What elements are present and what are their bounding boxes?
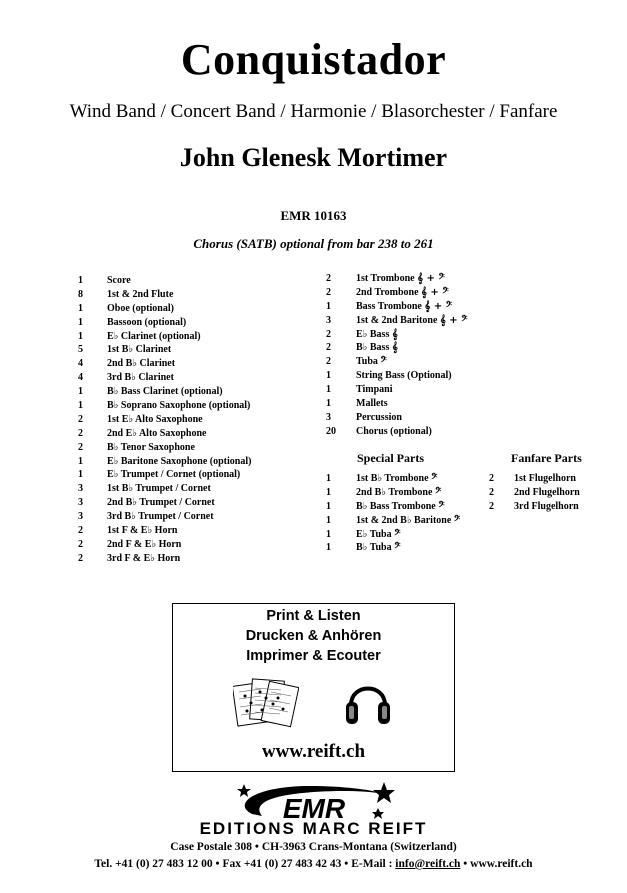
clef-icon: 𝄢 xyxy=(434,486,442,498)
part-label: 2nd Flugelhorn xyxy=(514,486,580,498)
special-parts-list xyxy=(326,472,460,555)
part-count: 2 xyxy=(326,286,331,298)
part-count: 1 xyxy=(326,398,331,410)
part-count: 3 xyxy=(326,314,331,326)
part-label: String Bass (Optional) xyxy=(356,370,452,382)
drucken-anhoeren-label: Drucken & Anhören xyxy=(245,628,382,644)
fanfare-parts-heading: Fanfare Parts xyxy=(511,451,582,465)
part-count: 2 xyxy=(78,538,83,550)
part-row xyxy=(78,524,251,538)
part-label: 1st B♭ Clarinet xyxy=(107,344,172,356)
part-label: 1st F & E♭ Horn xyxy=(107,525,178,537)
part-row xyxy=(78,427,251,441)
clef-icon: 𝄞 + 𝄢 xyxy=(421,286,449,298)
part-row xyxy=(78,330,251,344)
part-row xyxy=(78,274,251,288)
part-row xyxy=(326,369,468,383)
publisher-address: Case Postale 308 • CH-3963 Crans-Montana (Switzerland) xyxy=(170,841,457,853)
part-label: E♭ Tuba xyxy=(356,528,392,540)
part-label: 2nd B♭ Clarinet xyxy=(107,358,176,370)
contact-website: • www.reift.ch xyxy=(460,858,533,870)
part-count: 2 xyxy=(78,525,83,537)
part-count: 1 xyxy=(326,486,331,498)
part-count: 4 xyxy=(78,358,83,370)
part-label: 1st & 2nd Baritone xyxy=(356,314,438,326)
part-count: 1 xyxy=(78,275,83,286)
clef-icon: 𝄢 xyxy=(438,500,445,512)
sheet-music-icon xyxy=(233,676,299,728)
composer: John Glenesk Mortimer xyxy=(179,143,448,172)
part-count: 2 xyxy=(326,328,331,340)
part-count: 2 xyxy=(78,427,83,439)
part-label: Tuba xyxy=(356,356,378,368)
part-row xyxy=(326,383,468,397)
part-count: 1 xyxy=(78,386,83,398)
part-row xyxy=(326,314,468,328)
part-row xyxy=(326,355,468,369)
part-row xyxy=(78,455,251,469)
logo-text: EMR xyxy=(282,793,346,824)
part-label: Bass Trombone xyxy=(356,300,422,312)
page-title: Conquistador xyxy=(180,35,447,84)
clef-icon: 𝄞 + 𝄢 xyxy=(417,273,445,284)
part-count: 8 xyxy=(78,288,83,300)
part-label: E♭ Bass xyxy=(356,328,390,340)
part-label: 1st & 2nd Flute xyxy=(107,288,174,300)
clef-icon: 𝄞 + 𝄢 xyxy=(424,300,453,312)
part-row xyxy=(326,541,460,555)
part-count: 3 xyxy=(78,511,83,523)
website-url[interactable]: www.reift.ch xyxy=(261,741,366,762)
part-row xyxy=(326,500,460,514)
part-count: 20 xyxy=(326,425,336,437)
part-label: 1st Trombone xyxy=(356,273,415,284)
part-label: 2nd B♭ Trumpet / Cornet xyxy=(107,497,215,509)
part-row xyxy=(78,538,251,552)
part-row xyxy=(78,371,251,385)
part-row xyxy=(326,472,460,486)
part-count: 1 xyxy=(78,400,83,412)
part-label: 1st B♭ Trumpet / Cornet xyxy=(107,483,211,495)
part-count: 1 xyxy=(326,514,331,526)
part-label: 1st E♭ Alto Saxophone xyxy=(107,413,203,425)
clef-icon: 𝄞 xyxy=(391,342,398,354)
part-row xyxy=(326,300,468,314)
part-row xyxy=(326,397,468,411)
part-count: 1 xyxy=(326,500,331,512)
part-row xyxy=(78,482,251,496)
clef-icon: 𝄞 + 𝄢 xyxy=(439,314,468,326)
contact-phone-fax: Tel. +41 (0) 27 483 12 00 • Fax +41 (0) 27 483 42 43 • E-Mail : xyxy=(94,858,396,870)
part-label: Bassoon (optional) xyxy=(107,316,187,328)
part-row xyxy=(326,425,468,439)
part-count: 5 xyxy=(78,344,83,356)
part-count: 1 xyxy=(326,542,331,554)
special-parts-heading: Special Parts xyxy=(357,451,424,465)
fanfare-parts-list xyxy=(489,472,580,514)
parts-list-left xyxy=(78,274,251,566)
part-label: 2nd F & E♭ Horn xyxy=(107,538,182,550)
part-count: 1 xyxy=(78,455,83,467)
part-count: 1 xyxy=(78,316,83,328)
subtitle: Wind Band / Concert Band / Harmonie / Blasorchester / Fanfare xyxy=(69,101,558,122)
part-label: E♭ Trumpet / Cornet (optional) xyxy=(107,469,241,481)
part-count: 1 xyxy=(326,528,331,540)
part-row xyxy=(78,413,251,427)
part-label: 3rd B♭ Clarinet xyxy=(107,372,174,384)
part-count: 1 xyxy=(78,469,83,481)
part-label: 2nd E♭ Alto Saxophone xyxy=(107,427,207,439)
part-label: 1st & 2nd B♭ Baritone xyxy=(356,514,452,526)
part-label: Oboe (optional) xyxy=(107,302,174,314)
clef-icon: 𝄢 xyxy=(453,514,461,526)
publisher-contact xyxy=(0,858,627,870)
clef-icon: 𝄢 xyxy=(394,542,401,554)
part-count: 1 xyxy=(326,300,331,312)
part-label: Percussion xyxy=(356,411,402,423)
part-label: 1st Flugelhorn xyxy=(514,473,576,484)
part-label: B♭ Bass Trombone xyxy=(356,500,436,512)
part-row xyxy=(78,343,251,357)
part-count: 4 xyxy=(78,372,83,384)
part-count: 2 xyxy=(78,413,83,425)
headphones-icon xyxy=(345,675,391,729)
catalog-number: EMR 10163 xyxy=(280,208,347,223)
part-count: 1 xyxy=(326,384,331,396)
publisher-name: EDITIONS MARC REIFT xyxy=(199,819,428,838)
part-count: 2 xyxy=(326,356,331,368)
chorus-note: Chorus (SATB) optional from bar 238 to 261 xyxy=(193,236,434,251)
part-label: 1st B♭ Trombone xyxy=(356,473,429,484)
imprimer-ecouter-label: Imprimer & Ecouter xyxy=(246,648,381,664)
part-label: Timpani xyxy=(356,384,393,396)
part-label: 2nd Trombone xyxy=(356,286,419,298)
part-row xyxy=(78,357,251,371)
parts-list-right xyxy=(326,272,468,439)
part-label: Chorus (optional) xyxy=(356,425,432,437)
part-row xyxy=(326,328,468,342)
part-row xyxy=(78,302,251,316)
part-row xyxy=(326,272,468,286)
part-label: E♭ Baritone Saxophone (optional) xyxy=(107,455,252,467)
part-label: Score xyxy=(107,275,131,286)
part-count: 2 xyxy=(489,473,494,484)
part-row xyxy=(326,514,460,528)
part-count: 1 xyxy=(326,473,331,484)
part-label: Mallets xyxy=(356,398,388,410)
part-row xyxy=(78,468,251,482)
part-count: 2 xyxy=(326,342,331,354)
part-row xyxy=(78,399,251,413)
part-count: 2 xyxy=(489,486,494,498)
clef-icon: 𝄞 xyxy=(391,328,398,340)
part-row xyxy=(489,486,580,500)
part-count: 1 xyxy=(326,370,331,382)
clef-icon: 𝄢 xyxy=(380,356,387,368)
part-row xyxy=(78,385,251,399)
part-count: 2 xyxy=(78,441,83,453)
part-row xyxy=(489,500,580,514)
print-listen-box xyxy=(172,603,455,772)
part-row xyxy=(326,341,468,355)
print-listen-label: Print & Listen xyxy=(266,608,361,624)
part-label: B♭ Tenor Saxophone xyxy=(107,441,195,453)
part-row xyxy=(326,528,460,542)
part-row xyxy=(78,316,251,330)
part-label: 2nd B♭ Trombone xyxy=(356,486,433,498)
clef-icon: 𝄢 xyxy=(394,528,401,540)
part-count: 2 xyxy=(489,500,494,512)
part-row xyxy=(326,486,460,500)
part-label: B♭ Bass xyxy=(356,342,390,354)
part-row xyxy=(326,411,468,425)
part-count: 2 xyxy=(326,273,331,284)
part-row xyxy=(78,441,251,455)
part-row xyxy=(78,496,251,510)
part-row xyxy=(78,510,251,524)
part-label: B♭ Bass Clarinet (optional) xyxy=(107,386,223,398)
part-count: 1 xyxy=(78,302,83,314)
part-count: 3 xyxy=(326,411,331,423)
part-row xyxy=(78,288,251,302)
part-count: 1 xyxy=(78,330,83,342)
clef-icon: 𝄢 xyxy=(431,473,438,484)
part-label: 3rd Flugelhorn xyxy=(514,500,579,512)
email-link[interactable]: info@reift.ch xyxy=(395,858,461,870)
part-count: 3 xyxy=(78,497,83,509)
part-label: E♭ Clarinet (optional) xyxy=(107,330,201,342)
part-row xyxy=(489,472,580,486)
part-label: 3rd F & E♭ Horn xyxy=(107,552,181,564)
part-count: 3 xyxy=(78,483,83,495)
part-row xyxy=(78,552,251,566)
part-label: 3rd B♭ Trumpet / Cornet xyxy=(107,511,214,523)
part-label: B♭ Soprano Saxophone (optional) xyxy=(107,400,251,412)
part-count: 2 xyxy=(78,552,83,564)
part-label: B♭ Tuba xyxy=(356,542,392,554)
part-row xyxy=(326,286,468,300)
